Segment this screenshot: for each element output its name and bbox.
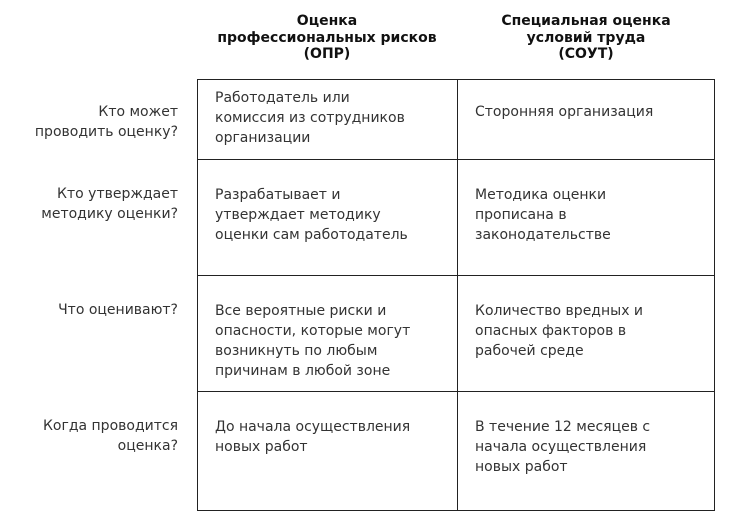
table-cell-opr-what-evaluated: Все вероятные риски и опасности, которые могут возникнуть по любым причинам в любой зоне <box>198 276 458 392</box>
table-cell-sout-who-approves: Методика оценки прописана в законодательстве <box>458 160 715 276</box>
column-header-sout: Специальная оценка условий труда (СОУТ) <box>501 13 671 62</box>
comparison-table <box>197 79 715 511</box>
table-cell-sout-who-conducts: Сторонняя организация <box>458 80 715 160</box>
table-cell-sout-what-evaluated: Количество вредных и опасных факторов в рабочей среде <box>458 276 715 392</box>
table-cell-opr-who-conducts: Работодатель или комиссия из сотрудников организации <box>198 80 458 160</box>
row-label-when-conducted: Когда проводится оценка? <box>42 418 178 454</box>
row-label-what-evaluated: Что оценивают? <box>58 302 178 318</box>
row-label-who-approves: Кто утверждает методику оценки? <box>41 186 178 222</box>
column-header-opr: Оценка профессиональных рисков (ОПР) <box>217 13 437 62</box>
table-cell-opr-when-conducted: До начала осуществления новых работ <box>198 392 458 511</box>
row-label-who-conducts: Кто может проводить оценку? <box>34 104 178 140</box>
table-cell-opr-who-approves: Разрабатывает и утверждает методику оценки сам работодатель <box>198 160 458 276</box>
table-cell-sout-when-conducted: В течение 12 месяцев с начала осуществления новых работ <box>458 392 715 511</box>
